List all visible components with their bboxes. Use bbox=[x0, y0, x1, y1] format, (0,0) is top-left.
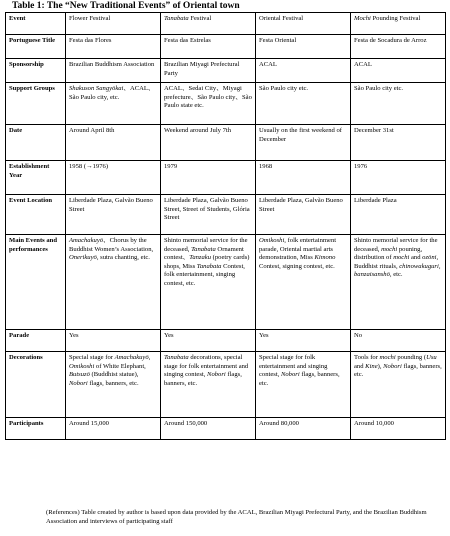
table-cell: São Paulo city etc. bbox=[256, 83, 351, 125]
table-cell: Weekend around July 7th bbox=[161, 125, 256, 161]
header-oriental-festival: Oriental Festival bbox=[256, 13, 351, 35]
table-row-date bbox=[6, 125, 446, 161]
references-text: (References) Table created by author is based upon data provided by the ACAL, Brazilian Miyagi Prefectural Party, and the Brazilian Buddhism Association and interviews of participating staff bbox=[46, 509, 427, 525]
header-flower-festival: Flower Festival bbox=[66, 13, 161, 35]
row-label: Main Events and performances bbox=[6, 235, 66, 330]
table-cell: Liberdade Plaza, Galvão Bueno Street bbox=[66, 195, 161, 235]
table-row-participants bbox=[6, 418, 446, 440]
table-cell: Special stage for folk entertainment and singing contest, Nobori flags, banners, etc. bbox=[256, 352, 351, 418]
table-row-parade bbox=[6, 330, 446, 352]
table-row-establishment-year bbox=[6, 161, 446, 195]
header-event: Event bbox=[6, 13, 66, 35]
table-cell: ACAL、Sedai City、Miyagi prefecture、São Paulo city、São Paulo state etc. bbox=[161, 83, 256, 125]
row-label: Decorations bbox=[6, 352, 66, 418]
table-cell: Special stage for Amachakuyō, Omikoshi of White Elephant, Butsuzō (Buddhist statue), Nobori flags, banners, etc. bbox=[66, 352, 161, 418]
table-cell: Omikoshi, folk entertainment parade, Oriental martial arts demonstration, Miss Kimono Contest, signing contest, etc. bbox=[256, 235, 351, 330]
table-cell: Yes bbox=[256, 330, 351, 352]
table-row-portuguese-title bbox=[6, 35, 446, 59]
table-cell: Shakuson Sangyōkai、ACAL、São Paulo city, etc. bbox=[66, 83, 161, 125]
header-mochi-festival: Mochi Pounding Festival bbox=[351, 13, 446, 35]
row-label: Participants bbox=[6, 418, 66, 440]
row-label: Support Groups bbox=[6, 83, 66, 125]
table-row-main-events bbox=[6, 235, 446, 330]
table-cell: Yes bbox=[161, 330, 256, 352]
table-row-event-location bbox=[6, 195, 446, 235]
table-header-row bbox=[6, 13, 446, 35]
table-cell: Yes bbox=[66, 330, 161, 352]
table-cell: ACAL bbox=[351, 59, 446, 83]
table-cell: Usually on the first weekend of December bbox=[256, 125, 351, 161]
table-cell: Festa de Socadura de Arroz bbox=[351, 35, 446, 59]
table-cell: Shinto memorial service for the deceased, mochi pouning, distribution of mochi and ozōni, Buddhist rituals, chinowakuguri, banzaisanshō, etc. bbox=[351, 235, 446, 330]
events-table bbox=[5, 12, 446, 440]
table-cell: Brazilian Miyagi Prefectural Party bbox=[161, 59, 256, 83]
table-cell: Tools for mochi pounding (Usu and Kine), Nobori flags, banners, etc. bbox=[351, 352, 446, 418]
table-cell: Around 10,000 bbox=[351, 418, 446, 440]
table-cell: No bbox=[351, 330, 446, 352]
table-cell: December 31st bbox=[351, 125, 446, 161]
table-row-sponsorship bbox=[6, 59, 446, 83]
table-row-support-groups bbox=[6, 83, 446, 125]
table-cell: Festa Oriental bbox=[256, 35, 351, 59]
row-label: Date bbox=[6, 125, 66, 161]
row-label: Parade bbox=[6, 330, 66, 352]
table-body bbox=[6, 35, 446, 440]
table-row-decorations bbox=[6, 352, 446, 418]
row-label: Sponsorship bbox=[6, 59, 66, 83]
row-label: Event Location bbox=[6, 195, 66, 235]
table-cell: Amachakuyō、Chorus by the Buddhist Women’s Association, Onerikuyō, sutra chanting, etc. bbox=[66, 235, 161, 330]
table-cell: Festa das Flores bbox=[66, 35, 161, 59]
references-note bbox=[6, 509, 446, 527]
table-cell: Around April 8th bbox=[66, 125, 161, 161]
table-cell: Liberdade Plaza, Galvão Bueno Street bbox=[256, 195, 351, 235]
table-cell: São Paulo city etc. bbox=[351, 83, 446, 125]
table-cell: ACAL bbox=[256, 59, 351, 83]
table-cell: Around 15,000 bbox=[66, 418, 161, 440]
table-cell: Festa das Estrelas bbox=[161, 35, 256, 59]
header-tanabata-festival: Tanabata Festival bbox=[161, 13, 256, 35]
table-cell: 1979 bbox=[161, 161, 256, 195]
table-cell: Liberdade Plaza, Galvão Bueno Street, Street of Students, Glória Street bbox=[161, 195, 256, 235]
row-label: Portuguese Title bbox=[6, 35, 66, 59]
table-cell: 1958 (→1976) bbox=[66, 161, 161, 195]
table-cell: Tanabata decorations, special stage for folk entertainment and singing contest, Nobori flags, banners, etc. bbox=[161, 352, 256, 418]
table-cell: Shinto memorial service for the deceased, Tanabata Ornament contest、Tanzaku (poetry cards) shops, Miss Tanabata Contest, folk entertainment, singing contest, etc. bbox=[161, 235, 256, 330]
table-cell: Around 150,000 bbox=[161, 418, 256, 440]
row-label: Establishment Year bbox=[6, 161, 66, 195]
table-cell: Liberdade Plaza bbox=[351, 195, 446, 235]
table-cell: 1968 bbox=[256, 161, 351, 195]
table-cell: Brazilian Buddhism Association bbox=[66, 59, 161, 83]
table-title: Table 1: The “New Traditional Events” of Oriental town bbox=[12, 1, 240, 11]
table-cell: Around 80,000 bbox=[256, 418, 351, 440]
table-cell: 1976 bbox=[351, 161, 446, 195]
